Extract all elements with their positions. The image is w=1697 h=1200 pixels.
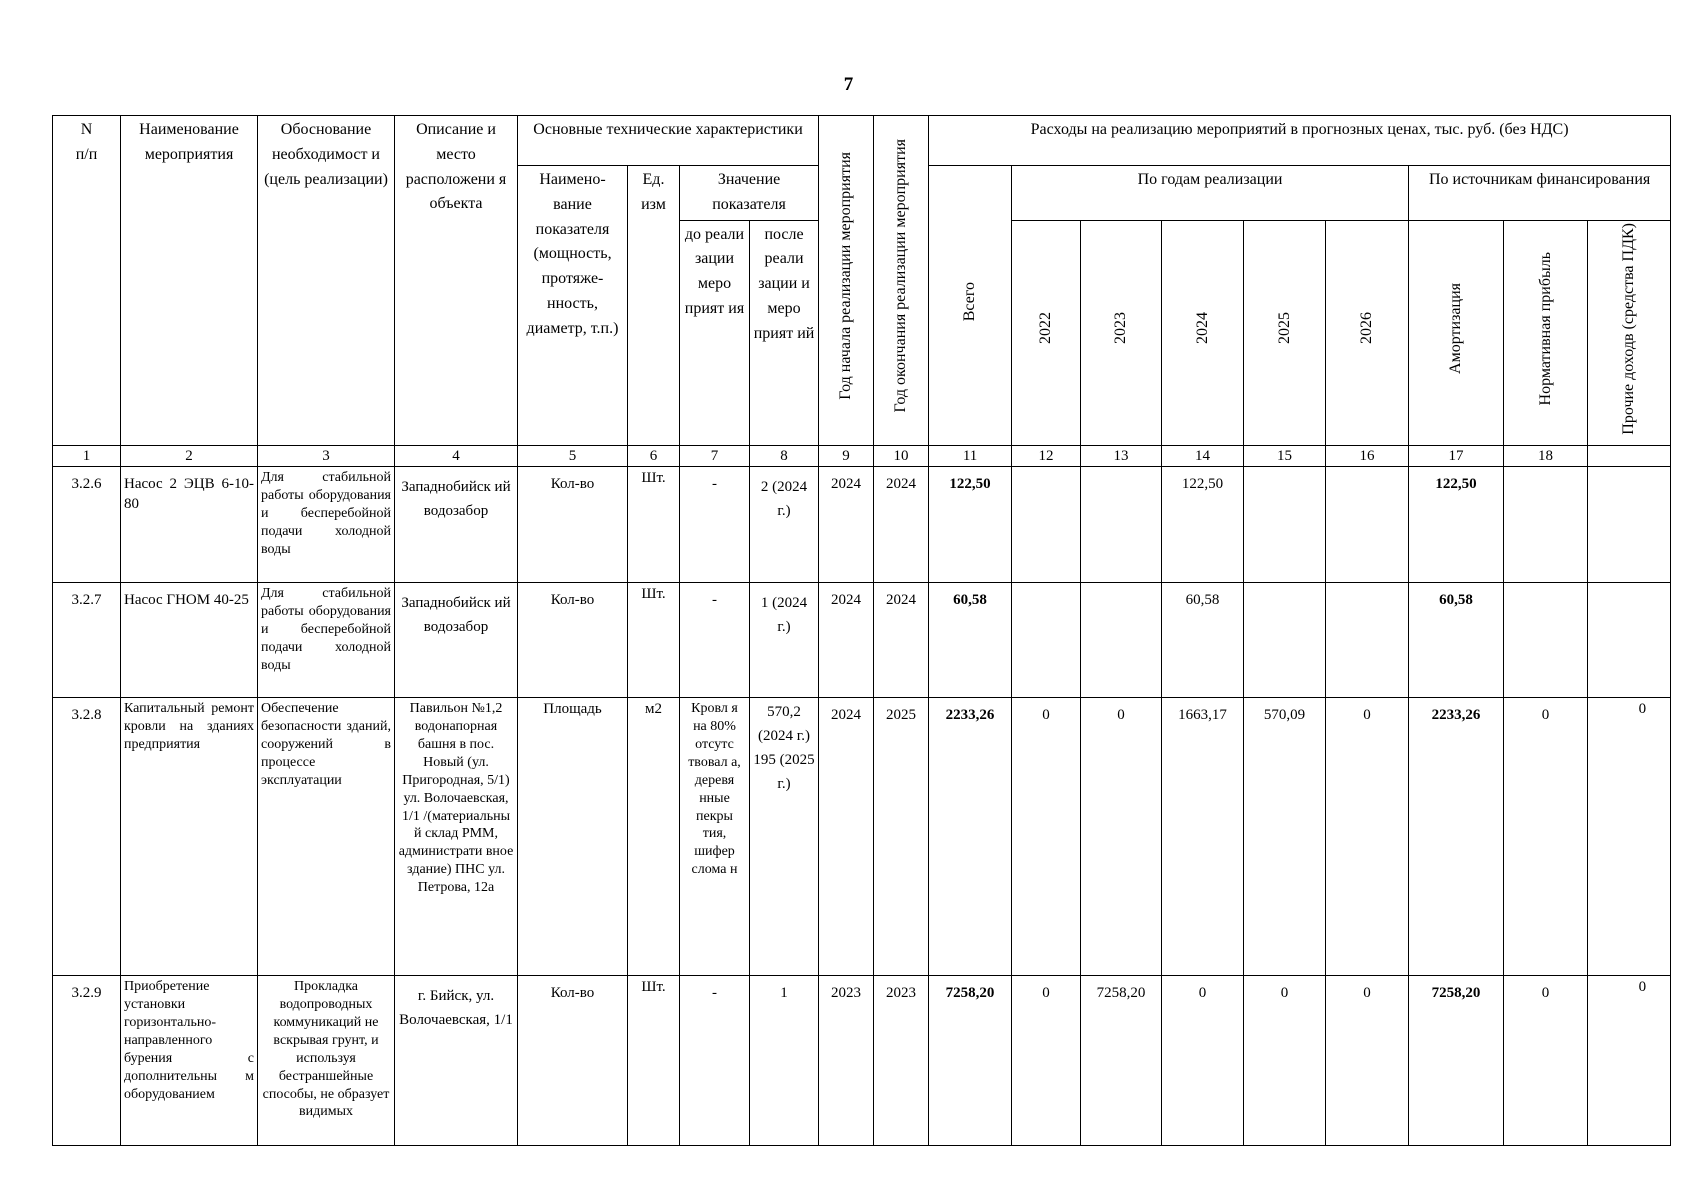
header-location: Описание и место расположени я объекта [395, 116, 518, 446]
row-number: 3.2.8 [53, 698, 121, 976]
row-2023: 7258,20 [1081, 976, 1162, 1146]
row-2025 [1244, 583, 1326, 698]
row-2022 [1012, 583, 1081, 698]
table-row [53, 583, 1671, 698]
header-other-income: Прочие доходв (средства ПДК) [1588, 220, 1671, 445]
page-number: 7 [843, 74, 854, 95]
row-before: Кровл я на 80% отсутс твовал а, деревя нные пекры тия, шифер слома н [680, 698, 750, 976]
header-unit: Ед. изм [628, 166, 680, 446]
row-start-year: 2024 [819, 583, 874, 698]
header-year-2025: 2025 [1244, 220, 1326, 445]
row-end-year: 2025 [874, 698, 929, 976]
header-year-2026: 2026 [1326, 220, 1409, 445]
row-total: 60,58 [929, 583, 1012, 698]
row-before: - [680, 583, 750, 698]
row-after: 1 (2024 г.) [750, 583, 819, 698]
col-num: 7 [680, 446, 750, 467]
col-num [1588, 446, 1671, 467]
row-2023 [1081, 467, 1162, 583]
col-num: 12 [1012, 446, 1081, 467]
row-end-year: 2024 [874, 467, 929, 583]
row-indicator: Кол-во [518, 583, 628, 698]
row-name: Насос ГНОМ 40-25 [121, 583, 258, 698]
row-basis: Обеспечение безопасности зданий, сооружений в процессе эксплуатации [258, 698, 395, 976]
row-other: 0 [1588, 698, 1671, 976]
row-unit: Шт. [628, 976, 680, 1146]
row-profit [1504, 583, 1588, 698]
col-num: 4 [395, 446, 518, 467]
header-by-sources: По источникам финансирования [1409, 166, 1671, 221]
row-basis: Прокладка водопроводных коммуникаций не вскрывая грунт, и используя бестраншейные способы, не образует видимых [258, 976, 395, 1146]
row-2024: 1663,17 [1162, 698, 1244, 976]
table-row [53, 976, 1671, 1146]
header-normative-profit: Нормативная прибыль [1504, 220, 1588, 445]
header-by-years: По годам реализации [1012, 166, 1409, 221]
row-2023 [1081, 583, 1162, 698]
row-amortization: 122,50 [1409, 467, 1504, 583]
col-num: 13 [1081, 446, 1162, 467]
col-num: 2 [121, 446, 258, 467]
col-num: 8 [750, 446, 819, 467]
row-2026 [1326, 467, 1409, 583]
row-indicator: Кол-во [518, 976, 628, 1146]
col-num: 10 [874, 446, 929, 467]
row-profit [1504, 467, 1588, 583]
row-end-year: 2023 [874, 976, 929, 1146]
row-2026 [1326, 583, 1409, 698]
header-total: Всего [929, 166, 1012, 446]
measures-table [52, 115, 1671, 1146]
row-2026: 0 [1326, 976, 1409, 1146]
header-start-year: Год начала реализации мероприятия [819, 116, 874, 446]
row-total: 2233,26 [929, 698, 1012, 976]
row-2026: 0 [1326, 698, 1409, 976]
header-end-year: Год окончания реализации мероприятия [874, 116, 929, 446]
row-name: Капитальный ремонт кровли на зданиях предприятия [121, 698, 258, 976]
row-location: Западнобийск ий водозабор [395, 583, 518, 698]
row-unit: Шт. [628, 467, 680, 583]
row-start-year: 2023 [819, 976, 874, 1146]
row-amortization: 60,58 [1409, 583, 1504, 698]
row-start-year: 2024 [819, 467, 874, 583]
row-amortization: 7258,20 [1409, 976, 1504, 1146]
header-amortization: Амортизация [1409, 220, 1504, 445]
header-tech: Основные технические характеристики [518, 116, 819, 166]
table-row [53, 467, 1671, 583]
col-num: 6 [628, 446, 680, 467]
row-2022: 0 [1012, 698, 1081, 976]
row-basis: Для стабильной работы оборудования и бесперебойной подачи холодной воды [258, 583, 395, 698]
header-year-2023: 2023 [1081, 220, 1162, 445]
row-2025: 570,09 [1244, 698, 1326, 976]
header-costs: Расходы на реализацию мероприятий в прогнозных ценах, тыс. руб. (без НДС) [929, 116, 1671, 166]
row-number: 3.2.7 [53, 583, 121, 698]
row-profit: 0 [1504, 698, 1588, 976]
row-total: 122,50 [929, 467, 1012, 583]
row-name: Насос 2 ЭЦВ 6-10-80 [121, 467, 258, 583]
row-2024: 60,58 [1162, 583, 1244, 698]
row-after: 2 (2024 г.) [750, 467, 819, 583]
row-name: Приобретение установки горизонтально- направленного бурения с дополнительны м оборудованием [121, 976, 258, 1146]
row-amortization: 2233,26 [1409, 698, 1504, 976]
row-location: Западнобийск ий водозабор [395, 467, 518, 583]
header-before: до реали зации меро прият ия [680, 220, 750, 445]
row-location: Павильон №1,2 водонапорная башня в пос. Новый (ул. Пригородная, 5/1) ул. Волочаевская, 1/1 /(материальны й склад РММ, администрати вное здание) ПНС ул. Петрова, 12а [395, 698, 518, 976]
row-number: 3.2.6 [53, 467, 121, 583]
row-start-year: 2024 [819, 698, 874, 976]
col-num: 9 [819, 446, 874, 467]
col-num: 17 [1409, 446, 1504, 467]
row-2022: 0 [1012, 976, 1081, 1146]
col-num: 18 [1504, 446, 1588, 467]
col-num: 15 [1244, 446, 1326, 467]
row-2025 [1244, 467, 1326, 583]
col-num: 16 [1326, 446, 1409, 467]
column-numbers-row [53, 446, 1671, 467]
col-num: 5 [518, 446, 628, 467]
row-after: 1 [750, 976, 819, 1146]
header-year-2022: 2022 [1012, 220, 1081, 445]
row-2023: 0 [1081, 698, 1162, 976]
header-value: Значение показателя [680, 166, 819, 221]
header-year-2024: 2024 [1162, 220, 1244, 445]
row-after: 570,2 (2024 г.) 195 (2025 г.) [750, 698, 819, 976]
row-unit: м2 [628, 698, 680, 976]
row-indicator: Кол-во [518, 467, 628, 583]
row-other [1588, 467, 1671, 583]
col-num: 3 [258, 446, 395, 467]
row-location: г. Бийск, ул. Волочаевская, 1/1 [395, 976, 518, 1146]
row-end-year: 2024 [874, 583, 929, 698]
row-other [1588, 583, 1671, 698]
row-total: 7258,20 [929, 976, 1012, 1146]
row-before: - [680, 467, 750, 583]
row-other: 0 [1588, 976, 1671, 1146]
header-after: после реали зации и меро прият ий [750, 220, 819, 445]
row-indicator: Площадь [518, 698, 628, 976]
header-n: N п/п [53, 116, 121, 446]
row-2024: 0 [1162, 976, 1244, 1146]
row-2025: 0 [1244, 976, 1326, 1146]
header-basis: Обоснование необходимост и (цель реализации) [258, 116, 395, 446]
header-indicator-name: Наимено- вание показателя (мощность, протяже- нность, диаметр, т.п.) [518, 166, 628, 446]
row-before: - [680, 976, 750, 1146]
col-num: 11 [929, 446, 1012, 467]
col-num: 14 [1162, 446, 1244, 467]
col-num: 1 [53, 446, 121, 467]
row-unit: Шт. [628, 583, 680, 698]
table-row [53, 698, 1671, 976]
row-2022 [1012, 467, 1081, 583]
header-name: Наименование мероприятия [121, 116, 258, 446]
row-2024: 122,50 [1162, 467, 1244, 583]
row-basis: Для стабильной работы оборудования и бесперебойной подачи холодной воды [258, 467, 395, 583]
row-profit: 0 [1504, 976, 1588, 1146]
row-number: 3.2.9 [53, 976, 121, 1146]
